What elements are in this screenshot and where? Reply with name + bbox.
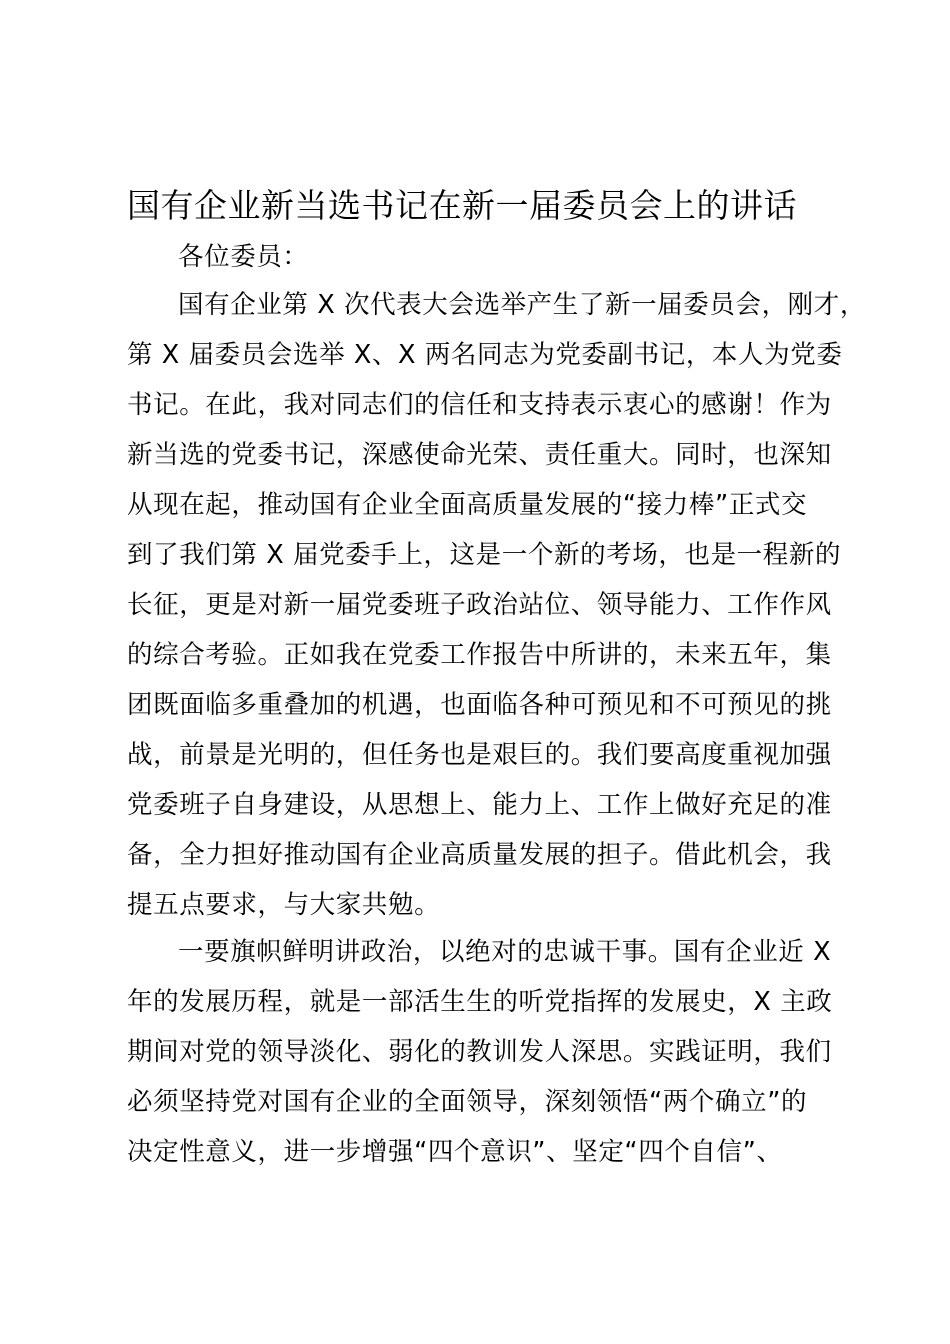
paragraph-1-line: 长征，更是对新一届党委班子政治站位、领导能力、工作作风 bbox=[127, 590, 832, 620]
document-title: 国有企业新当选书记在新一届委员会上的讲话 bbox=[127, 186, 797, 225]
salutation: 各位委员： bbox=[178, 242, 309, 272]
paragraph-1-line: 国有企业第 X 次代表大会选举产生了新一届委员会，刚才， bbox=[178, 290, 866, 320]
paragraph-2-line: 年的发展历程，就是一部活生生的听党指挥的发展史，X 主政 bbox=[127, 987, 833, 1017]
paragraph-1-line: 从现在起，推动国有企业全面高质量发展的“接力棒”正式交 bbox=[127, 490, 808, 520]
paragraph-2-line: 决定性意义，进一步增强“四个意识”、坚定“四个自信”、 bbox=[127, 1137, 783, 1167]
paragraph-1-line: 第 X 届委员会选举 X、X 两名同志为党委副书记，本人为党委 bbox=[127, 340, 843, 370]
paragraph-1-line: 团既面临多重叠加的机遇，也面临各种可预见和不可预见的挑 bbox=[127, 690, 832, 720]
paragraph-2-line: 期间对党的领导淡化、弱化的教训发人深思。实践证明，我们 bbox=[127, 1037, 832, 1067]
paragraph-1-line: 书记。在此，我对同志们的信任和支持表示衷心的感谢！作为 bbox=[127, 390, 832, 420]
paragraph-1-line: 到了我们第 X 届党委手上，这是一个新的考场，也是一程新的 bbox=[127, 540, 842, 570]
paragraph-2-line: 一要旗帜鲜明讲政治，以绝对的忠诚干事。国有企业近 X bbox=[178, 937, 832, 967]
paragraph-1-line: 提五点要求，与大家共勉。 bbox=[127, 890, 441, 920]
paragraph-1-line: 新当选的党委书记，深感使命光荣、责任重大。同时，也深知 bbox=[127, 440, 832, 470]
paragraph-1-line: 的综合考验。正如我在党委工作报告中所讲的，未来五年，集 bbox=[127, 640, 832, 670]
paragraph-1-line: 备，全力担好推动国有企业高质量发展的担子。借此机会，我 bbox=[127, 840, 832, 870]
paragraph-1-line: 党委班子自身建设，从思想上、能力上、工作上做好充足的准 bbox=[127, 790, 832, 820]
paragraph-2-line: 必须坚持党对国有企业的全面领导，深刻领悟“两个确立”的 bbox=[127, 1087, 808, 1117]
paragraph-1-line: 战，前景是光明的，但任务也是艰巨的。我们要高度重视加强 bbox=[127, 740, 832, 770]
